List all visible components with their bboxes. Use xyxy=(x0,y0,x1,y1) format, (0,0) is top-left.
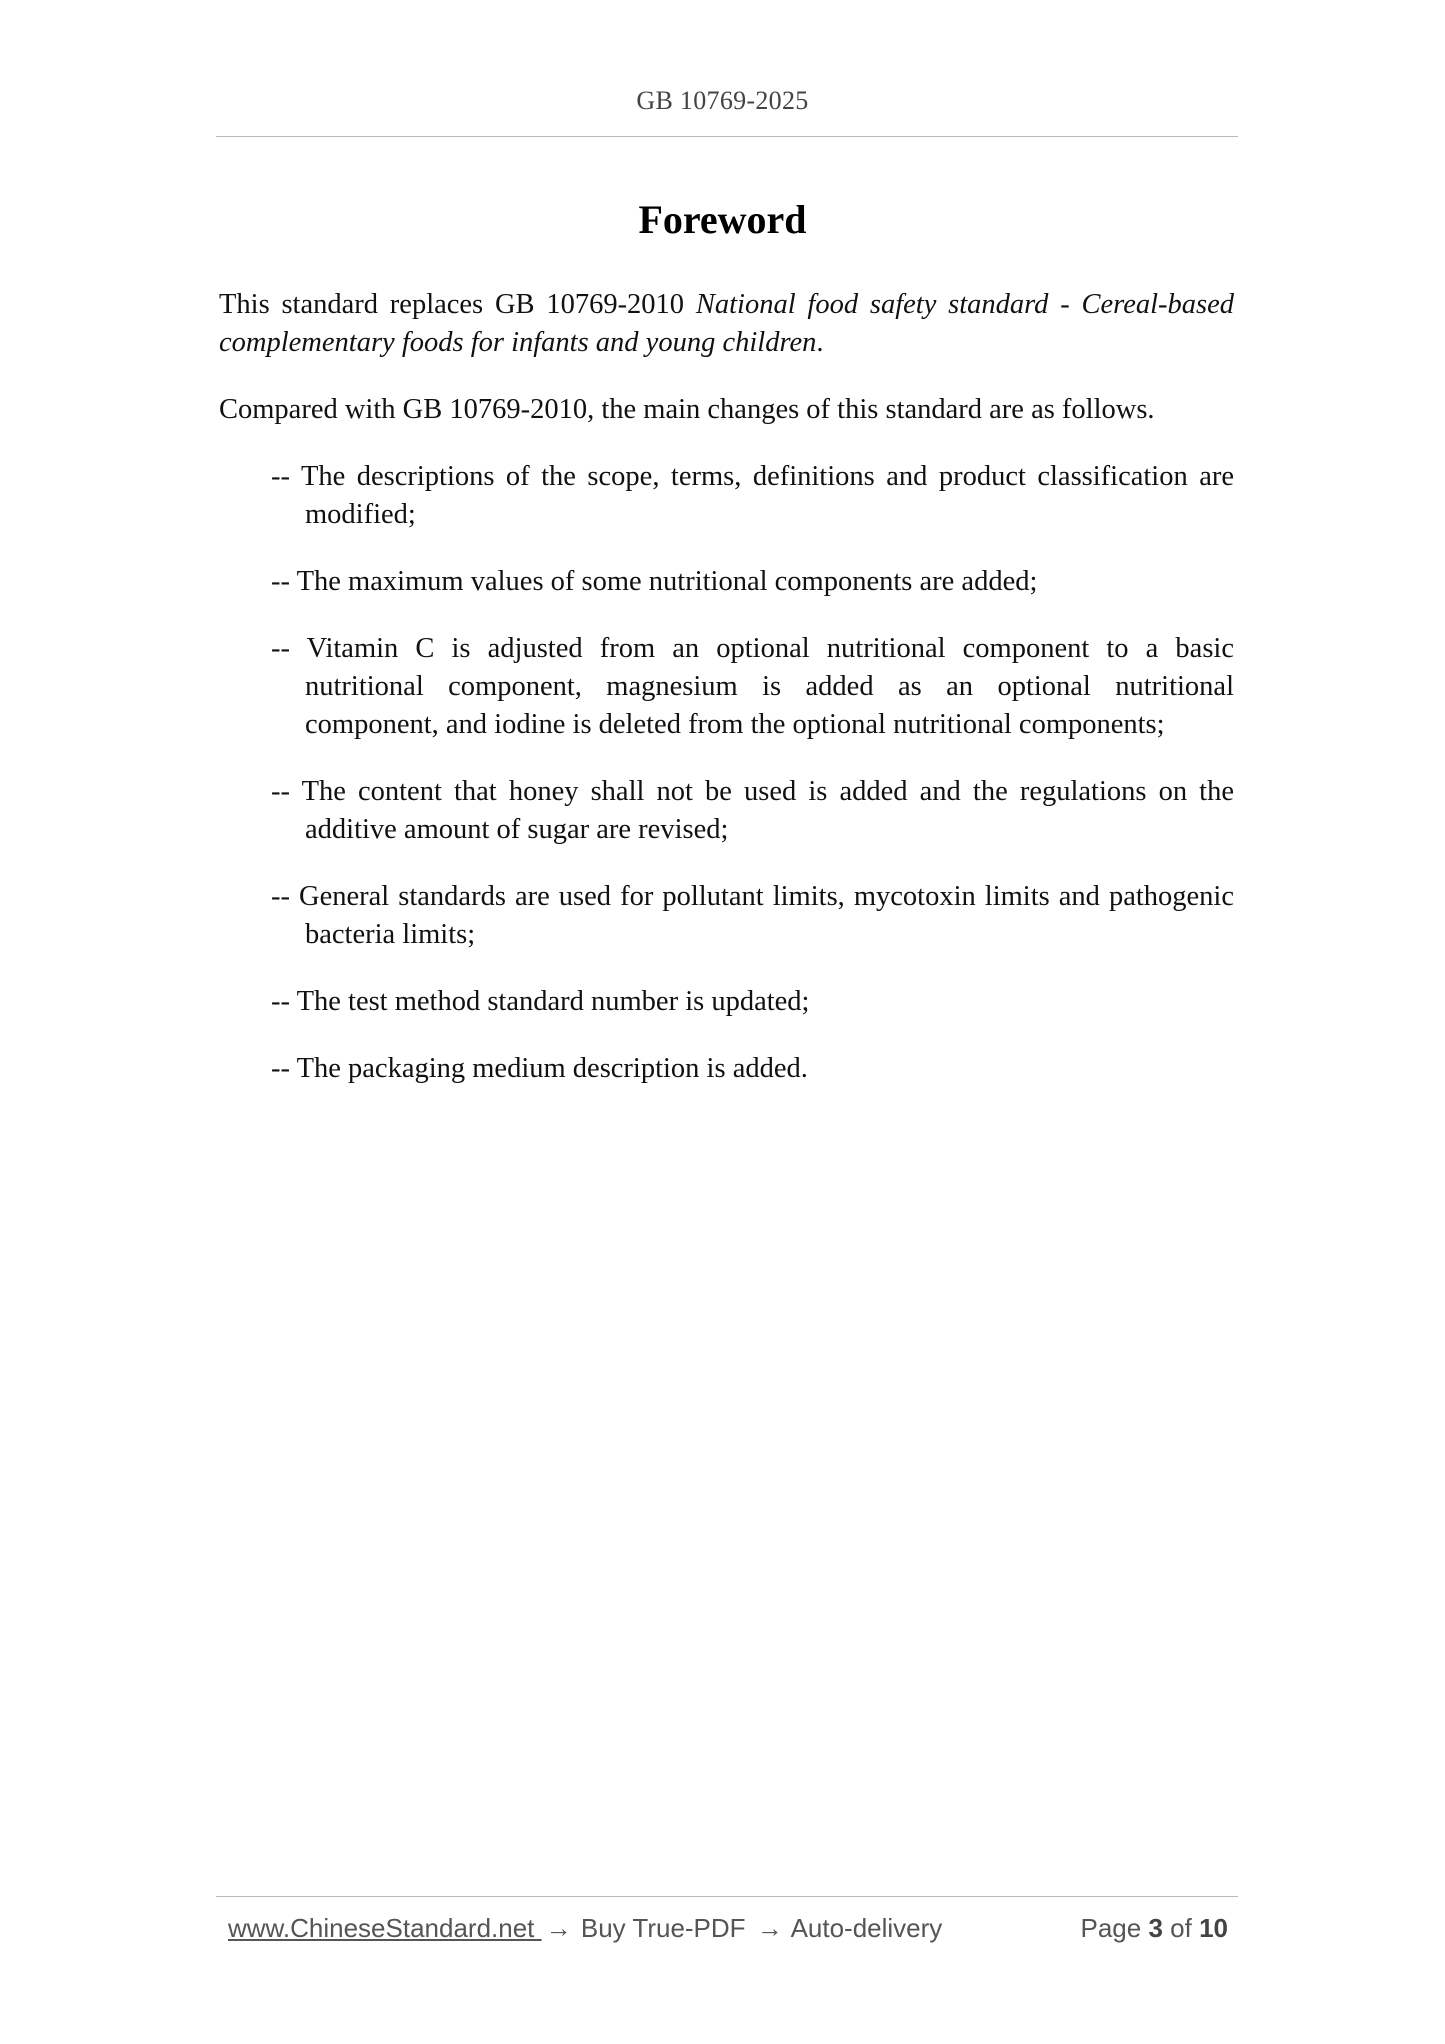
page-of: of xyxy=(1170,1913,1192,1943)
list-item: -- The descriptions of the scope, terms, definitions and product classification are modified; xyxy=(271,461,1234,530)
changes-list xyxy=(219,458,1234,1088)
list-item: -- General standards are used for pollutant limits, mycotoxin limits and pathogenic bacteria limits; xyxy=(271,881,1234,950)
list-item: -- The maximum values of some nutritional components are added; xyxy=(271,566,1038,597)
intro-paragraph xyxy=(219,286,1234,362)
intro-suffix: . xyxy=(816,327,824,358)
footer-promo xyxy=(228,1913,942,1944)
delivery-text: Auto-delivery xyxy=(784,1913,943,1943)
arrow-right-icon: → xyxy=(545,1913,572,1943)
page-total: 10 xyxy=(1199,1913,1228,1943)
page-current: 3 xyxy=(1148,1913,1163,1943)
header-divider xyxy=(216,136,1238,137)
running-header: GB 10769-2025 xyxy=(636,86,809,115)
comparison-paragraph: Compared with GB 10769-2010, the main changes of this standard are as follows. xyxy=(219,394,1155,425)
list-item: -- The test method standard number is updated; xyxy=(271,986,810,1017)
list-item: -- Vitamin C is adjusted from an optional nutritional component to a basic nutritional component, magnesium is added as an optional nutritional component, and iodine is deleted from the optional nutritional components; xyxy=(271,633,1234,740)
replaced-standard-title: National food safety standard - Cereal-based complementary foods for infants and young children xyxy=(219,289,1234,358)
page-number xyxy=(1080,1913,1228,1944)
page-title: Foreword xyxy=(638,197,807,242)
buy-text: Buy True-PDF xyxy=(573,1913,753,1943)
footer-divider xyxy=(216,1896,1238,1897)
website-link[interactable]: www.ChineseStandard.net xyxy=(228,1913,542,1943)
list-item: -- The content that honey shall not be used is added and the regulations on the additive amount of sugar are revised; xyxy=(271,776,1234,845)
page-word: Page xyxy=(1080,1913,1142,1943)
list-item: -- The packaging medium description is added. xyxy=(271,1053,808,1084)
arrow-right-icon: → xyxy=(756,1913,783,1943)
intro-prefix: This standard replaces GB 10769-2010 xyxy=(219,289,696,320)
document-body xyxy=(219,286,1234,1117)
